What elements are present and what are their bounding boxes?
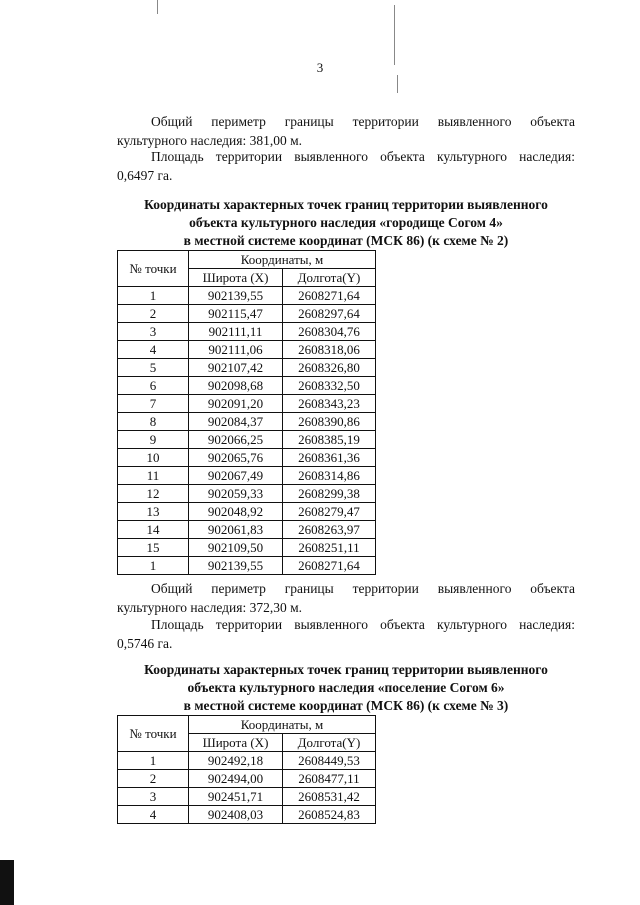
latitude-cell: 902061,83 xyxy=(189,521,283,539)
latitude-cell: 902048,92 xyxy=(189,503,283,521)
table1-heading-line-1: Координаты характерных точек границ территории выявленного xyxy=(144,197,548,212)
point-number-cell: 3 xyxy=(118,788,189,806)
header-coords: Координаты, м xyxy=(189,716,376,734)
longitude-cell: 2608361,36 xyxy=(283,449,376,467)
header-lat: Широта (X) xyxy=(189,269,283,287)
latitude-cell: 902492,18 xyxy=(189,752,283,770)
table-row xyxy=(118,521,376,539)
longitude-cell: 2608332,50 xyxy=(283,377,376,395)
point-number-cell: 12 xyxy=(118,485,189,503)
longitude-cell: 2608385,19 xyxy=(283,431,376,449)
perimeter-line-1: Общий периметр границы территории выявленного объекта xyxy=(151,114,575,129)
point-number-cell: 11 xyxy=(118,467,189,485)
latitude-cell: 902139,55 xyxy=(189,287,283,305)
longitude-cell: 2608299,38 xyxy=(283,485,376,503)
table2-heading-line-3: в местной системе координат (МСК 86) (к схеме № 3) xyxy=(183,698,509,713)
point-number-cell: 15 xyxy=(118,539,189,557)
table1-heading-line-2: объекта культурного наследия «городище Согом 4» xyxy=(189,215,503,230)
header-coords: Координаты, м xyxy=(189,251,376,269)
table-row xyxy=(118,806,376,824)
table-row xyxy=(118,503,376,521)
latitude-cell: 902494,00 xyxy=(189,770,283,788)
table2-heading-line-2: объекта культурного наследия «поселение Согом 6» xyxy=(187,680,505,695)
scan-mark-top xyxy=(157,0,158,14)
page-number: 3 xyxy=(316,60,324,75)
coordinates-table-1 xyxy=(117,250,376,575)
point-number-cell: 4 xyxy=(118,806,189,824)
longitude-cell: 2608271,64 xyxy=(283,287,376,305)
perimeter-line-2: культурного наследия: 372,30 м. xyxy=(117,600,303,615)
longitude-cell: 2608279,47 xyxy=(283,503,376,521)
point-number-cell: 9 xyxy=(118,431,189,449)
table-row xyxy=(118,467,376,485)
table-row xyxy=(118,557,376,575)
longitude-cell: 2608326,80 xyxy=(283,359,376,377)
point-number-cell: 2 xyxy=(118,305,189,323)
longitude-cell: 2608297,64 xyxy=(283,305,376,323)
latitude-cell: 902451,71 xyxy=(189,788,283,806)
longitude-cell: 2608318,06 xyxy=(283,341,376,359)
table-row xyxy=(118,323,376,341)
scan-edge-mark xyxy=(0,860,14,905)
longitude-cell: 2608314,86 xyxy=(283,467,376,485)
header-lon: Долгота(Y) xyxy=(283,734,376,752)
longitude-cell: 2608271,64 xyxy=(283,557,376,575)
header-point: № точки xyxy=(118,716,189,752)
area-line-1: Площадь территории выявленного объекта культурного наследия: xyxy=(151,149,575,164)
point-number-cell: 2 xyxy=(118,770,189,788)
latitude-cell: 902084,37 xyxy=(189,413,283,431)
point-number-cell: 1 xyxy=(118,557,189,575)
header-lon: Долгота(Y) xyxy=(283,269,376,287)
longitude-cell: 2608477,11 xyxy=(283,770,376,788)
latitude-cell: 902139,55 xyxy=(189,557,283,575)
header-lat: Широта (X) xyxy=(189,734,283,752)
table-row xyxy=(118,359,376,377)
longitude-cell: 2608524,83 xyxy=(283,806,376,824)
longitude-cell: 2608531,42 xyxy=(283,788,376,806)
perimeter-paragraph-2 xyxy=(117,579,575,617)
longitude-cell: 2608343,23 xyxy=(283,395,376,413)
latitude-cell: 902111,11 xyxy=(189,323,283,341)
latitude-cell: 902098,68 xyxy=(189,377,283,395)
coordinates-table-2 xyxy=(117,715,376,824)
point-number-cell: 4 xyxy=(118,341,189,359)
area-line-1: Площадь территории выявленного объекта культурного наследия: xyxy=(151,617,575,632)
longitude-cell: 2608263,97 xyxy=(283,521,376,539)
table-row xyxy=(118,395,376,413)
longitude-cell: 2608390,86 xyxy=(283,413,376,431)
point-number-cell: 3 xyxy=(118,323,189,341)
latitude-cell: 902109,50 xyxy=(189,539,283,557)
area-line-2: 0,6497 га. xyxy=(117,168,173,183)
table-row xyxy=(118,449,376,467)
point-number-cell: 5 xyxy=(118,359,189,377)
scan-mark-right-lower xyxy=(397,75,398,93)
table-row xyxy=(118,341,376,359)
header-point: № точки xyxy=(118,251,189,287)
point-number-cell: 7 xyxy=(118,395,189,413)
table1-heading-line-3: в местной системе координат (МСК 86) (к схеме № 2) xyxy=(183,233,509,248)
latitude-cell: 902059,33 xyxy=(189,485,283,503)
longitude-cell: 2608251,11 xyxy=(283,539,376,557)
table-row xyxy=(118,788,376,806)
table-row xyxy=(118,431,376,449)
latitude-cell: 902408,03 xyxy=(189,806,283,824)
latitude-cell: 902067,49 xyxy=(189,467,283,485)
table-row xyxy=(118,485,376,503)
latitude-cell: 902115,47 xyxy=(189,305,283,323)
latitude-cell: 902107,42 xyxy=(189,359,283,377)
table-row xyxy=(118,539,376,557)
point-number-cell: 1 xyxy=(118,287,189,305)
table-row xyxy=(118,413,376,431)
perimeter-line-2: культурного наследия: 381,00 м. xyxy=(117,133,303,148)
scan-mark-right xyxy=(394,5,395,65)
point-number-cell: 8 xyxy=(118,413,189,431)
point-number-cell: 14 xyxy=(118,521,189,539)
table-row xyxy=(118,770,376,788)
table-row xyxy=(118,377,376,395)
perimeter-line-1: Общий периметр границы территории выявленного объекта xyxy=(151,581,575,596)
area-paragraph-2 xyxy=(117,615,575,653)
table-row xyxy=(118,287,376,305)
point-number-cell: 10 xyxy=(118,449,189,467)
latitude-cell: 902111,06 xyxy=(189,341,283,359)
latitude-cell: 902066,25 xyxy=(189,431,283,449)
area-line-2: 0,5746 га. xyxy=(117,636,173,651)
table-row xyxy=(118,305,376,323)
latitude-cell: 902065,76 xyxy=(189,449,283,467)
point-number-cell: 1 xyxy=(118,752,189,770)
latitude-cell: 902091,20 xyxy=(189,395,283,413)
table2-heading-line-1: Координаты характерных точек границ территории выявленного xyxy=(144,662,548,677)
point-number-cell: 6 xyxy=(118,377,189,395)
table1-heading xyxy=(117,196,575,250)
longitude-cell: 2608304,76 xyxy=(283,323,376,341)
point-number-cell: 13 xyxy=(118,503,189,521)
table-row xyxy=(118,752,376,770)
table2-heading xyxy=(117,661,575,715)
perimeter-paragraph-1 xyxy=(117,112,575,150)
area-paragraph-1 xyxy=(117,147,575,185)
longitude-cell: 2608449,53 xyxy=(283,752,376,770)
